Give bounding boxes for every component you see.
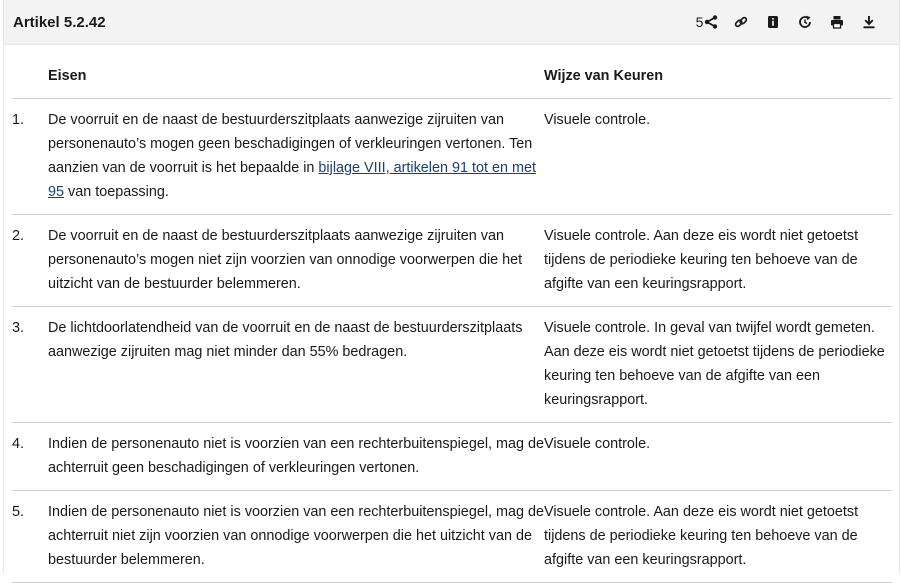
history-icon: [798, 15, 812, 29]
row-wijze: Visuele controle. Aan deze eis wordt niet getoetst tijdens de periodieke keuring ten behoeve van de afgifte van een keuringsrapport.: [544, 491, 892, 583]
download-button[interactable]: [853, 10, 885, 34]
header-eisen: Eisen: [48, 54, 544, 99]
article-toolbar: [689, 10, 885, 34]
eis-text: De voorruit en de naast de bestuurderszitplaats aanwezige zijruiten van personenauto’s mogen geen beschadigingen of verkleuringen vertonen. Ten aanzien van de voorruit is het bepaalde in: [48, 112, 533, 176]
bijlage-viii-link[interactable]: bijlage VIII, artikelen 91 tot en met 95: [48, 160, 537, 200]
history-button[interactable]: [789, 10, 821, 34]
header-number: [12, 54, 48, 99]
share-button[interactable]: [689, 10, 725, 34]
row-eis: Indien de personenauto niet is voorzien van een rechterbuitenspiegel, mag de achterruit geen beschadigingen of verkleuringen vertonen.: [48, 423, 544, 491]
table-row: [12, 99, 892, 215]
article-header: [4, 0, 899, 45]
row-eis: De voorruit en de naast de bestuurderszitplaats aanwezige zijruiten van personenauto’s mogen niet zijn voorzien van onnodige voorwerpen die het uitzicht van de bestuurder belemmeren.: [48, 215, 544, 307]
row-wijze: Visuele controle. Aan deze eis wordt niet getoetst tijdens de periodieke keuring ten behoeve van de afgifte van een keuringsrapport.: [544, 215, 892, 307]
download-icon: [862, 15, 876, 29]
article-title: Artikel 5.2.42: [13, 13, 106, 31]
article-panel: [3, 0, 900, 574]
requirements-table: [12, 54, 892, 583]
row-eis: [48, 99, 544, 215]
copy-link-button[interactable]: [725, 10, 757, 34]
print-button[interactable]: [821, 10, 853, 34]
share-count: 5: [695, 14, 704, 30]
row-wijze: Visuele controle.: [544, 99, 892, 215]
row-number: 2.: [12, 215, 48, 307]
row-number: 4.: [12, 423, 48, 491]
row-number: 3.: [12, 307, 48, 423]
table-row: [12, 491, 892, 583]
table-row: [12, 215, 892, 307]
link-icon: [734, 15, 748, 29]
row-number: 1.: [12, 99, 48, 215]
row-number: 5.: [12, 491, 48, 583]
row-eis: Indien de personenauto niet is voorzien van een rechterbuitenspiegel, mag de achterruit niet zijn voorzien van onnodige voorwerpen die het uitzicht van de bestuurder belemmeren.: [48, 491, 544, 583]
table-header-row: [12, 54, 892, 99]
info-icon: [766, 15, 780, 29]
table-row: [12, 307, 892, 423]
share-icon: [704, 15, 718, 29]
table-row: [12, 423, 892, 491]
row-wijze: Visuele controle.: [544, 423, 892, 491]
header-wijze-van-keuren: Wijze van Keuren: [544, 54, 892, 99]
row-eis: De lichtdoorlatendheid van de voorruit en de naast de bestuurderszitplaats aanwezige zijruiten mag niet minder dan 55% bedragen.: [48, 307, 544, 423]
print-icon: [830, 15, 844, 29]
info-button[interactable]: [757, 10, 789, 34]
eis-text-end: van toepassing.: [64, 184, 169, 200]
row-wijze: Visuele controle. In geval van twijfel wordt gemeten. Aan deze eis wordt niet getoetst tijdens de periodieke keuring ten behoeve van de afgifte van een keuringsrapport.: [544, 307, 892, 423]
